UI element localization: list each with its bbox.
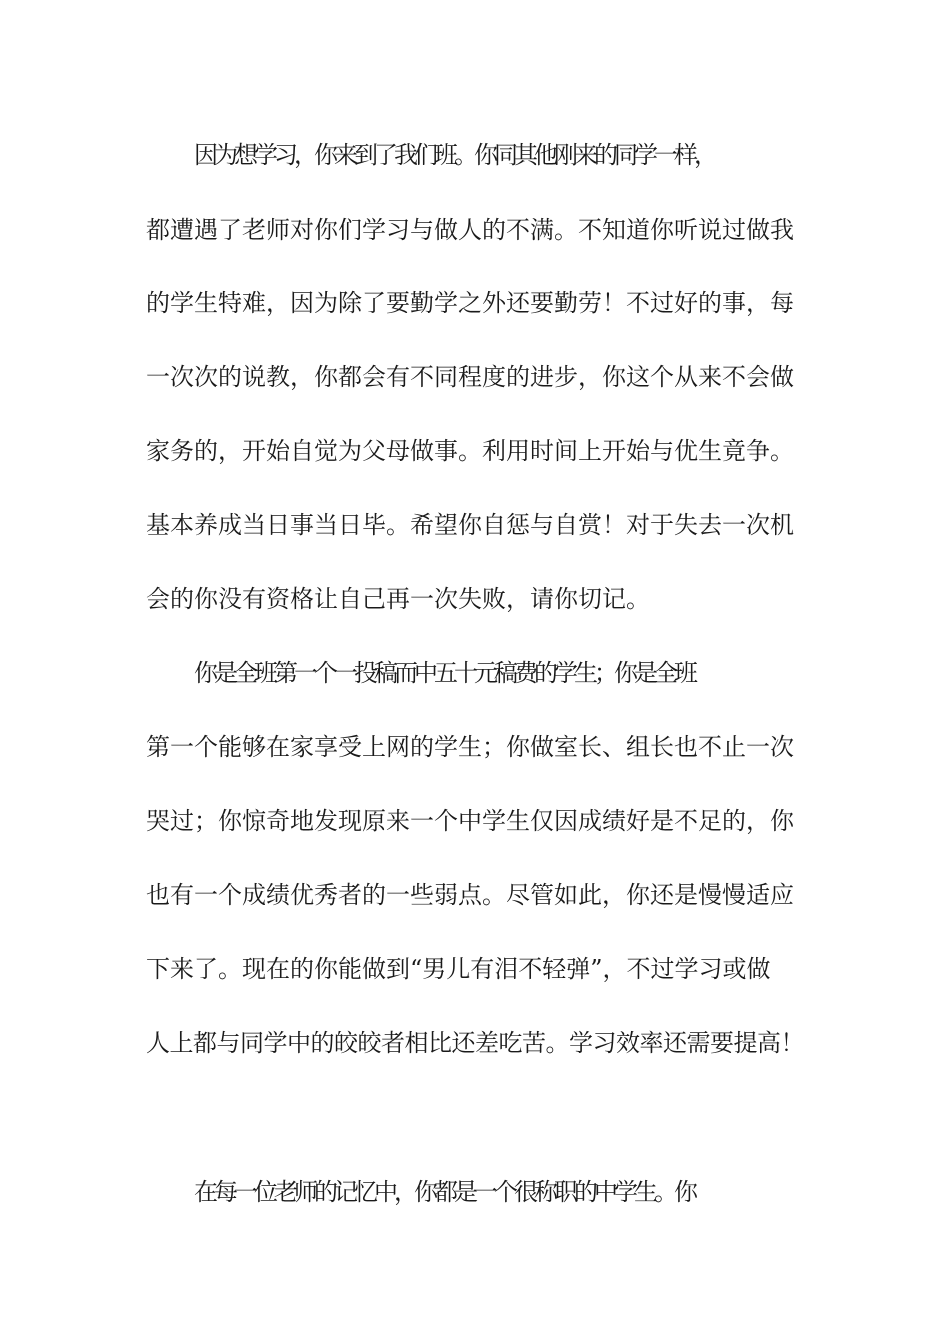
paragraph-2-line-2: 第一个能够在家享受上网的学生；你做室长、组长也不止一次 — [146, 733, 794, 761]
paragraph-1-line-5: 家务的，开始自觉为父母做事。利用时间上开始与优生竟争。 — [146, 437, 794, 465]
paragraph-2-line-6: 人上都与同学中的皎皎者相比还差吃苦。学习效率还需要提高！ — [146, 1029, 804, 1057]
paragraph-2-line-3: 哭过；你惊奇地发现原来一个中学生仅因成绩好是不足的，你 — [146, 807, 794, 835]
paragraph-1-line-1: 因为想学习，你来到了我们班。你同其他刚来的同学一样， — [194, 141, 714, 169]
paragraph-3-line-1: 在每一位老师的记忆中，你都是一个很称职的中学生。你 — [194, 1178, 694, 1206]
paragraph-1-line-6: 基本养成当日事当日毕。希望你自惩与自赏！对于失去一次机 — [146, 511, 794, 539]
paragraph-2-line-4: 也有一个成绩优秀者的一些弱点。尽管如此，你还是慢慢适应 — [146, 881, 794, 909]
paragraph-1-line-2: 都遭遇了老师对你们学习与做人的不满。不知道你听说过做我 — [146, 216, 794, 244]
paragraph-1-line-7: 会的你没有资格让自己再一次失败，请你切记。 — [146, 585, 650, 613]
paragraph-1-line-4: 一次次的说教，你都会有不同程度的进步，你这个从来不会做 — [146, 363, 794, 391]
paragraph-2-line-5: 下来了。现在的你能做到“男儿有泪不轻弹”，不过学习或做 — [146, 955, 771, 983]
paragraph-1-line-3: 的学生特难，因为除了要勤学之外还要勤劳！不过好的事，每 — [146, 289, 794, 317]
paragraph-2-line-1: 你是全班第一个一投稿而中五十元稿费的学生；你是全班 — [194, 659, 694, 687]
